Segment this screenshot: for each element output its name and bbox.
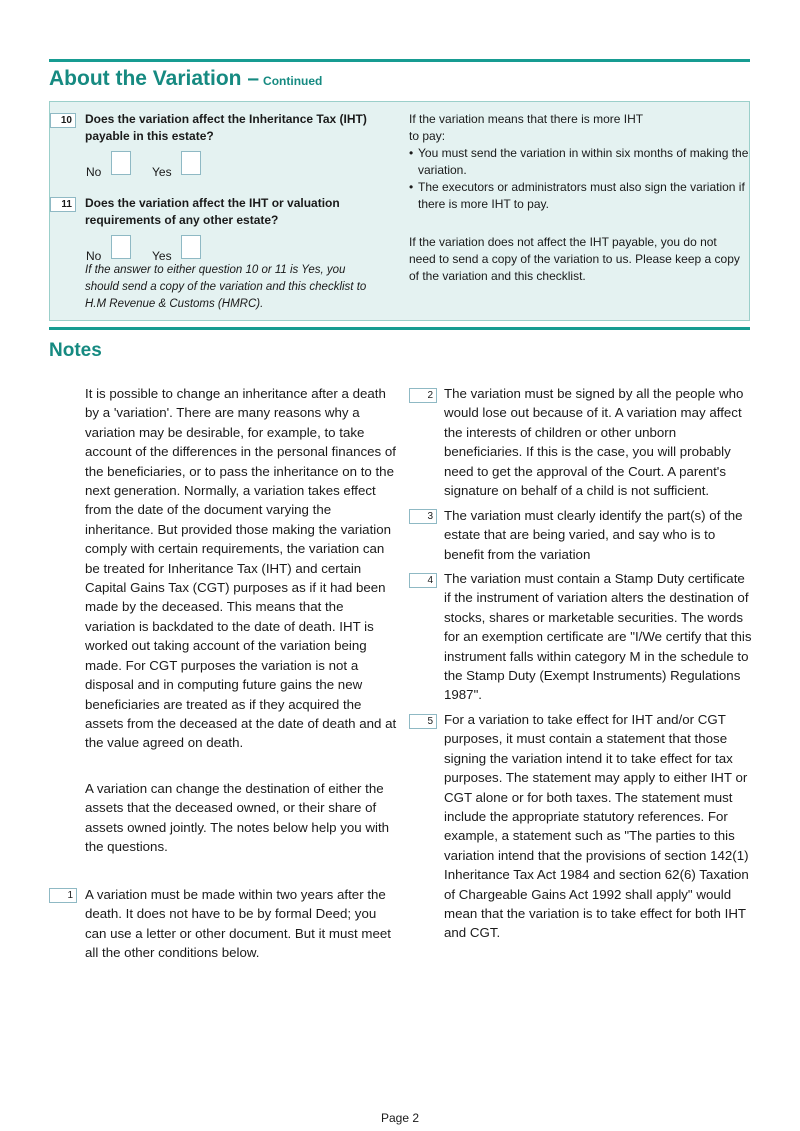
note-5-text: For a variation to take effect for IHT and/or CGT purposes, it must contain a statement that those signing the variation intend it to take effect for tax purposes. The statement may apply to either IHT or CGT alone or for both taxes. The statement must include the appropriate statutory references. For example, a statement such as "The parties to this variation intend that the provisions of section 142(1) Inheritance Tax Act 1984 and section 62(6) Taxation of Chargeable Gains Act 1992 shall apply" would mean that the variation is to take effect for both IHT and CGT. — [444, 712, 749, 941]
note-4-text: The variation must contain a Stamp Duty certificate if the instrument of variation alters the destination of stocks, shares or marketable securities. The words for an exemption certificate are "I/We certify that this instrument falls within category M in the schedule to the Stamp Duty (Exempt Instruments) Regulations 1987". — [444, 571, 752, 703]
notes-heading: Notes — [49, 340, 102, 361]
note-1-text: A variation must be made within two years after the death. It does not have to be by formal Deed; you can use a letter or other document. But it must meet all the other conditions below. — [85, 887, 391, 961]
note-number-3: 3 — [409, 509, 437, 524]
panel-right-bullet: • You must send the variation in within six months of making the variation. — [409, 145, 749, 179]
notes-intro-paragraph: A variation can change the destination of either the assets that the deceased owned, or their share of assets owned jointly. The notes below help you with the questions. — [85, 781, 390, 855]
question-11-no-label: No — [86, 249, 102, 263]
section-title: About the Variation – — [49, 67, 260, 90]
question-number-11: 11 — [50, 197, 76, 212]
panel-right-bullet: • The executors or administrators must also sign the variation if there is more IHT to pay. — [409, 179, 749, 213]
section-subtitle: Continued — [263, 74, 323, 88]
note-2-text: The variation must be signed by all the people who would lose out because of it. A variation may affect the interests of children or other unborn beneficiaries. If this is the case, you will probably need to get the approval of the Court. A parent's signature on behalf of a child is not sufficient. — [444, 386, 744, 499]
note-number-5: 5 — [409, 714, 437, 729]
note-3-text: The variation must clearly identify the part(s) of the estate that are being varied, and say who is to benefit from the variation — [444, 508, 743, 562]
top-rule — [49, 59, 750, 62]
panel-right-closing: If the variation does not affect the IHT payable, you do not need to send a copy of the variation to us. Please keep a copy of the variation and this checklist. — [409, 235, 740, 283]
question-11-yes-label: Yes — [152, 249, 172, 263]
section-heading — [49, 67, 322, 91]
questions-panel — [49, 101, 750, 321]
question-note: If the answer to either question 10 or 11 is Yes, you should send a copy of the variation and this checklist to H.M Revenue & Customs (HMRC). — [85, 264, 367, 310]
question-10-no-checkbox[interactable] — [111, 151, 131, 175]
panel-right-bullets — [409, 145, 749, 213]
note-number-2: 2 — [409, 388, 437, 403]
question-number-10: 10 — [50, 113, 76, 128]
question-10-yes-label: Yes — [152, 165, 172, 179]
note-number-1: 1 — [49, 888, 77, 903]
question-11-yes-checkbox[interactable] — [181, 235, 201, 259]
panel-right-intro: If the variation means that there is more IHT to pay: — [409, 112, 643, 143]
question-10-yes-checkbox[interactable] — [181, 151, 201, 175]
panel-right-column — [409, 111, 749, 285]
question-10-no-label: No — [86, 165, 102, 179]
question-11-text: Does the variation affect the IHT or valuation requirements of any other estate? — [85, 196, 340, 227]
page-number: Page 2 — [380, 1111, 420, 1125]
notes-intro-paragraph: It is possible to change an inheritance after a death by a 'variation'. There are many reasons why a variation may be desirable, for example, to take account of the differences in the personal finances of the beneficiaries, or to pass the inheritance on to the next generation. Normally, a variation takes effect from the date of the document varying the inheritance. But provided those making the variation comply with certain requirements, the variation can be treated for Inheritance Tax (IHT) and certain Capital Gains Tax (CGT) purposes as if it had been made by the deceased. This means that the variation is backdated to the date of death. IHT is worked out taking account of the variation being made. For CGT purposes the variation is not a disposal and in computing future gains the new beneficiaries are treated as if they acquired the assets from the deceased at the date of death and at the value agreed on death. — [85, 386, 397, 751]
question-11-no-checkbox[interactable] — [111, 235, 131, 259]
question-10-text: Does the variation affect the Inheritance Tax (IHT) payable in this estate? — [85, 112, 367, 143]
notes-rule — [49, 327, 750, 330]
note-number-4: 4 — [409, 573, 437, 588]
